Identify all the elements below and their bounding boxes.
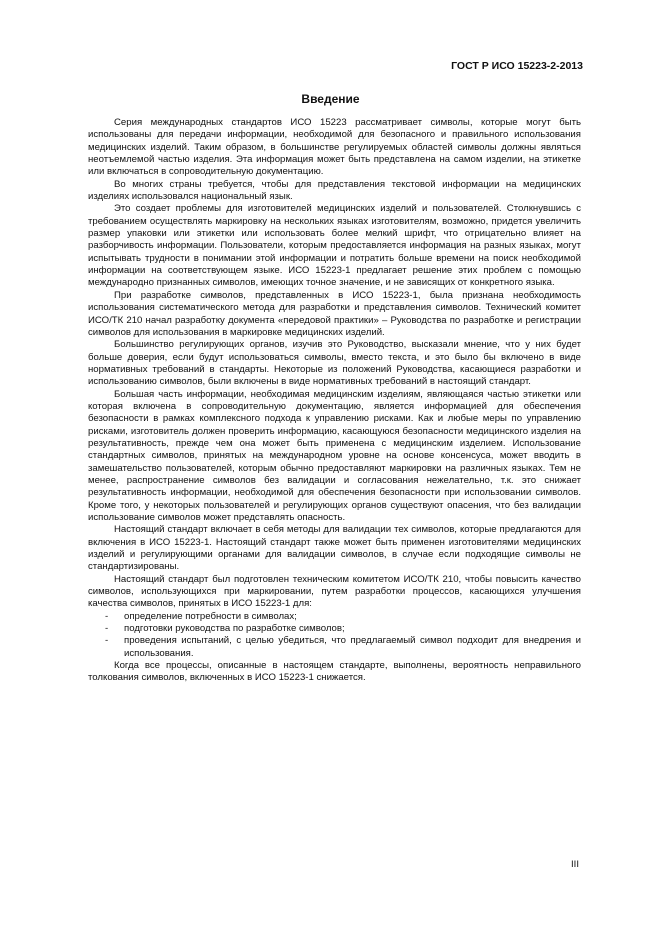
document-id-header: ГОСТ Р ИСО 15223-2-2013 xyxy=(451,60,583,72)
list-item-text: проведения испытаний, с целью убедиться, что предлагаемый символ подходит для внедрения и использования. xyxy=(124,635,581,659)
list-item-text: определение потребности в символах; xyxy=(124,610,297,622)
paragraph: При разработке символов, представленных в ИСО 15223-1, была признана необходимость использования систематического метода для разработки и представления символов. Технический комитет ИСО/ТК 210 начал разработку документа «передовой практики» – Руководства по разработке и регистрации символов для использования в маркировке медицинских изделий. xyxy=(88,289,581,338)
paragraph: Настоящий стандарт включает в себя методы для валидации тех символов, которые предлагаются для включения в ИСО 15223-1. Настоящий стандарт также может быть применен изготовителями медицинских изделий и регулирующими органами для валидации символов, в случае если подходящие символы не стандартизированы. xyxy=(88,524,581,573)
paragraph: Серия международных стандартов ИСО 15223 рассматривает символы, которые могут быть использованы для передачи информации, необходимой для безопасного и правильного использования медицинских изделий. Таким образом, в большинстве регулируемых областей символы должны являться неотъемлемой частью изделия. Эта информация может быть представлена на самом изделии, на этикетке или включаться в сопроводительную документацию. xyxy=(88,117,581,178)
paragraph: Большая часть информации, необходимая медицинским изделиям, являющаяся частью этикетки или которая включена в сопроводительную документацию, является информацией для обеспечения безопасности в рамках комплексного подхода к управлению рисками. Как и любые меры по управлению рисками, изготовитель должен проверить информацию, касающуюся безопасности медицинского изделия на результативность, прежде чем она может быть применена с медицинским изделием. Использование стандартных символов, принятых на международном уровне на основе консенсуса, может вводить в замешательство пользователей, которым обычно предоставляют маркировки на различных языках. Тем не менее, распространение символов без валидации и согласования нежелательно, т.к. это снижает результативность информации, необходимой для обеспечения безопасности при использовании символов. Кроме того, у некоторых пользователей и регулирующих органов существуют опасения, что без валидации использование символов может представлять опасность. xyxy=(88,388,581,523)
paragraph: Когда все процессы, описанные в настоящем стандарте, выполнены, вероятность неправильного толкования символов, включенных в ИСО 15223-1 снижается. xyxy=(88,660,581,684)
list-item xyxy=(88,623,581,635)
page-number: III xyxy=(571,859,579,870)
bullet-list xyxy=(88,611,581,660)
list-dash: - xyxy=(105,610,109,622)
paragraph: Это создает проблемы для изготовителей медицинских изделий и пользователей. Столкнувшись с требованием осуществлять маркировку на нескольких языках изготовителям, возможно, придется увеличить размер упаковки или этикетки или использовать более мелкий шрифт, что отрицательно влияет на разборчивость информации. Пользователи, которым предоставляется информация на разных языках, могут испытывать трудности в понимании этой информации и потратить больше времени на поиск необходимой информации на соответствующем языке. ИСО 15223-1 предлагает решение этих проблем с помощью международно признанных символов, имеющих точное значение, и не зависящих от конкретного языка. xyxy=(88,203,581,289)
paragraph: Настоящий стандарт был подготовлен техническим комитетом ИСО/ТК 210, чтобы повысить качество символов, использующихся при маркировании, путем разработки процессов, касающихся улучшения качества символов, принятых в ИСО 15223-1 для: xyxy=(88,573,581,610)
list-dash: - xyxy=(105,635,109,647)
list-item-text: подготовки руководства по разработке символов; xyxy=(124,623,345,635)
paragraph: Большинство регулирующих органов, изучив это Руководство, высказали мнение, что у них будет больше доверия, если будут использоваться символы, вместо текста, и это было бы включено в виде нормативных требований в стандарты. Некоторые из положений Руководства, касающиеся разработки и использованию символов, были включены в виде нормативных требований в настоящий стандарт. xyxy=(88,339,581,388)
section-title: Введение xyxy=(301,92,360,106)
paragraph: Во многих страны требуется, чтобы для представления текстовой информации на медицинских изделиях использовался национальный язык. xyxy=(88,178,581,203)
list-item xyxy=(88,611,581,623)
document-body xyxy=(88,117,581,685)
list-dash: - xyxy=(105,623,109,635)
list-item xyxy=(88,635,581,660)
